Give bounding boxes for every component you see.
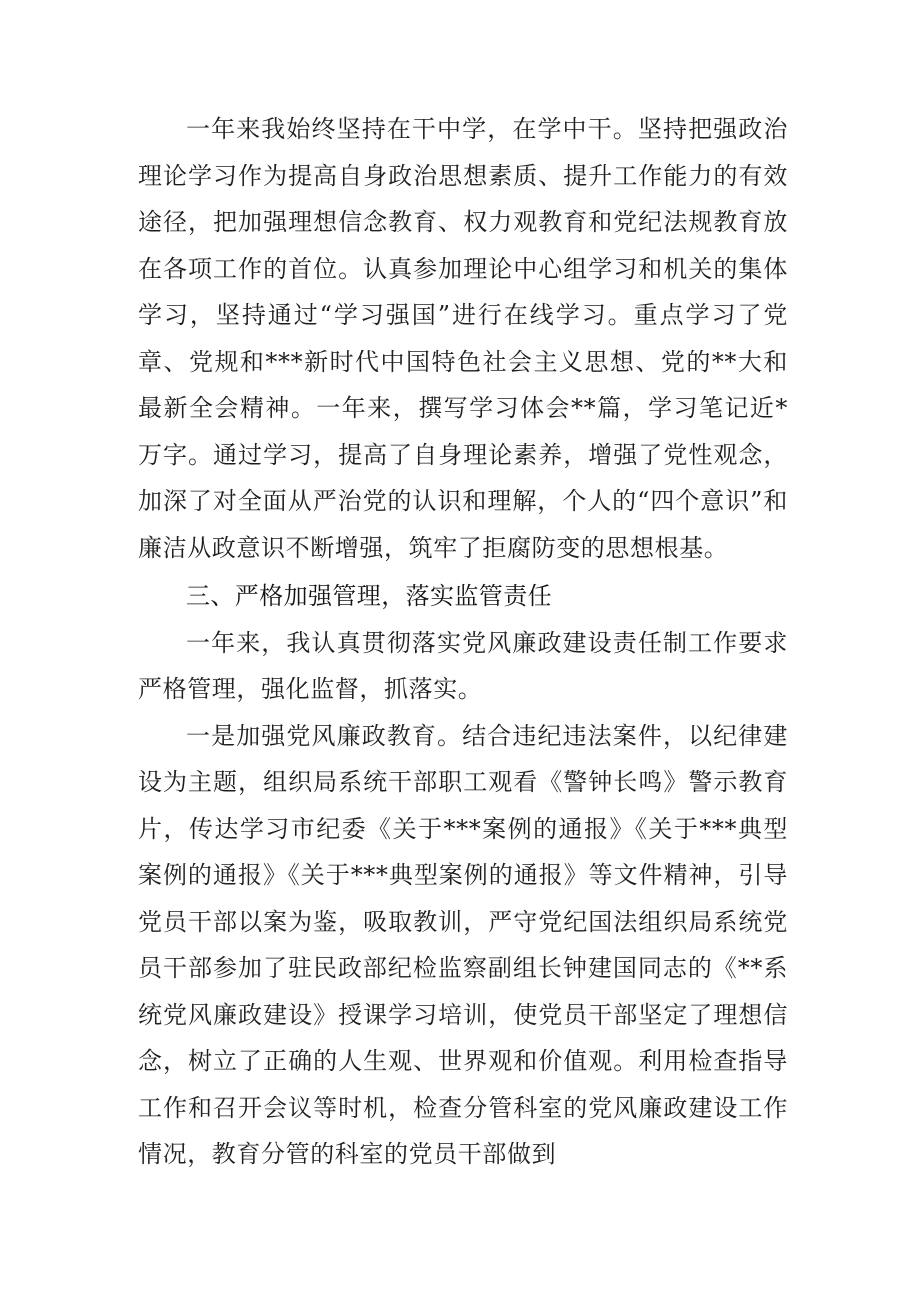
- paragraph-management-intro: 一年来，我认真贯彻落实党风廉政建设责任制工作要求严格管理，强化监督，抓落实。: [138, 628, 788, 703]
- paragraph-integrity-education: 一是加强党风廉政教育。结合违纪违法案件，以纪律建设为主题，组织局系统干部职工观看《警钟长鸣》警示教育片，传达学习市纪委《关于***案例的通报》《关于***典型案例的通报》《关于***典型案例的通报》等文件精神，引导党员干部以案为鉴，吸取教训，严守党纪国法组织局系统党员干部参加了驻民政部纪检监察副组长钟建国同志的《**系统党风廉政建设》授课学习培训，使党员干部坚定了理想信念，树立了正确的人生观、世界观和价值观。利用检查指导工作和召开会议等时机，检查分管科室的党风廉政建设工作情况，教育分管的科室的党员干部做到: [138, 721, 788, 1168]
- document-body: [138, 106, 788, 1178]
- paragraph-study: 一年来我始终坚持在干中学，在学中干。坚持把强政治理论学习作为提高自身政治思想素质、提升工作能力的有效途径，把加强理想信念教育、权力观教育和党纪法规教育放在各项工作的首位。认真参加理论中心组学习和机关的集体学习，坚持通过“学习强国”进行在线学习。重点学习了党章、党规和***新时代中国特色社会主义思想、党的**大和最新全会精神。一年来，撰写学习体会**篇，学习笔记近*万字。通过学习，提高了自身理论素养，增强了党性观念，加深了对全面从严治党的认识和理解，个人的“四个意识”和廉洁从政意识不断增强，筑牢了拒腐防变的思想根基。: [138, 115, 788, 562]
- section-heading-3: 三、严格加强管理，落实监管责任: [186, 582, 552, 610]
